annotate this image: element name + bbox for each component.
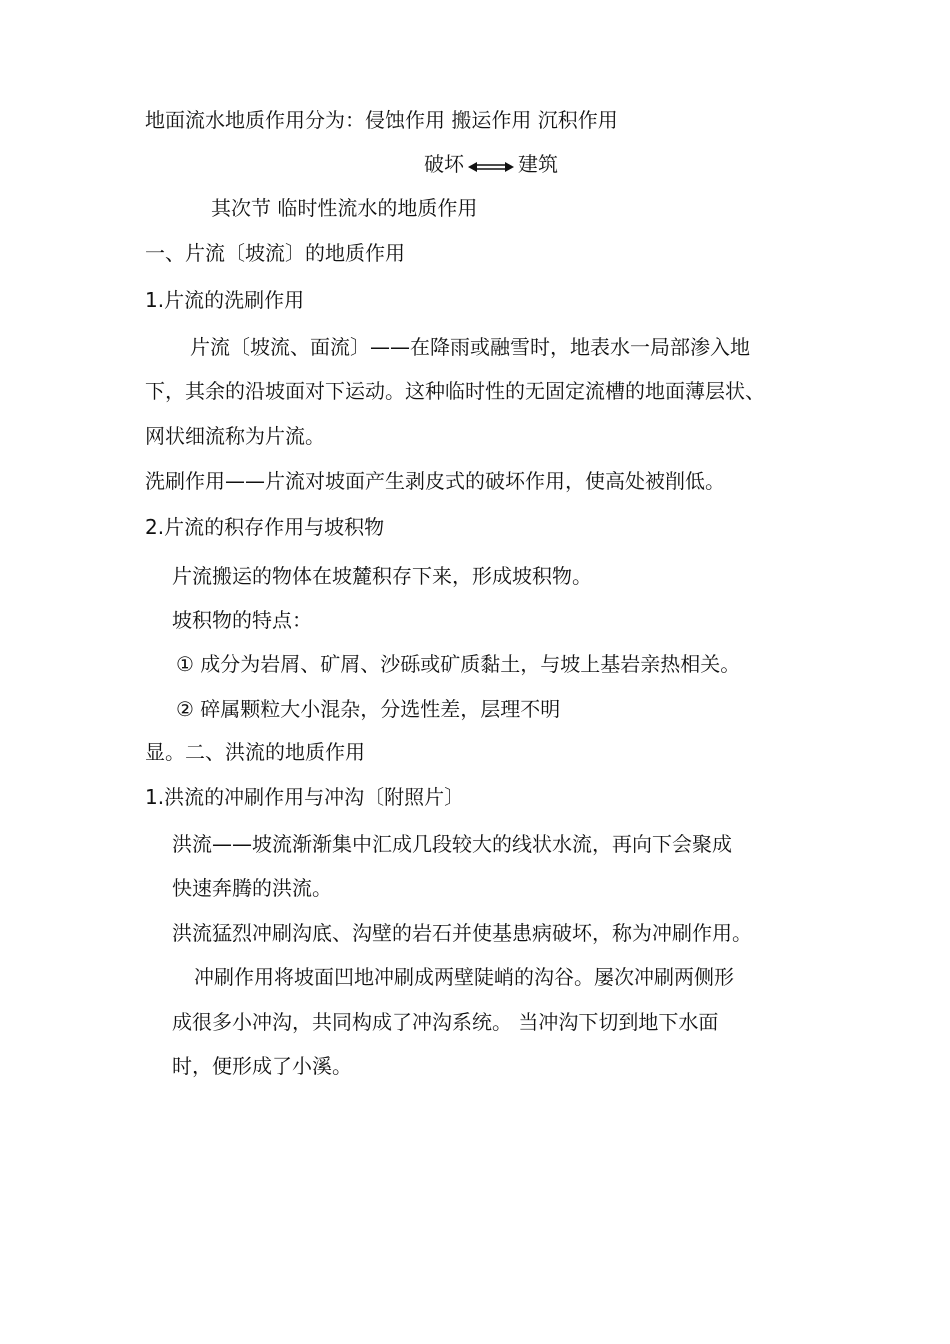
list-item: ① 成分为岩屑、矿屑、沙砾或矿质黏土，与坡上基岩亲热相关。 [176, 652, 741, 676]
section-title: 其次节 临时性流水的地质作用 [211, 196, 478, 220]
list-item: ② 碎属颗粒大小混杂，分选性差，层理不明 [176, 697, 561, 721]
paragraph-line: 片流搬运的物体在坡麓积存下来，形成坡积物。 [172, 564, 592, 588]
paragraph-line: 洪流猛烈冲刷沟底、沟壁的岩石并使基患病破坏，称为冲刷作用。 [172, 921, 752, 945]
arrow-line [424, 151, 558, 179]
paragraph-line: 时，便形成了小溪。 [172, 1054, 352, 1078]
paragraph-line: 洪流——坡流渐渐集中汇成几段较大的线状水流，再向下会聚成 [172, 832, 732, 856]
subheading-scouring: 1.洪流的冲刷作用与冲沟〔附照片〕 [145, 785, 465, 809]
subheading-deposition: 2.片流的积存作用与坡积物 [145, 515, 385, 539]
subheading-washing: 1.片流的洗刷作用 [145, 288, 305, 312]
double-arrow-icon [468, 153, 514, 179]
paragraph-line: 成很多小冲沟，共同构成了冲沟系统。 当冲沟下切到地下水面 [172, 1010, 719, 1034]
heading-sheet-flow: 一、片流〔坡流〕的地质作用 [145, 241, 405, 265]
construction-label: 建筑 [518, 152, 558, 176]
paragraph-line: 洗刷作用——片流对坡面产生剥皮式的破坏作用，使高处被削低。 [145, 469, 725, 493]
destruction-label: 破坏 [424, 152, 464, 176]
heading-flood-flow: 显。二、洪流的地质作用 [145, 740, 365, 764]
paragraph-line: 冲刷作用将坡面凹地冲刷成两壁陡峭的沟谷。屡次冲刷两侧形 [194, 965, 734, 989]
paragraph-line: 下，其余的沿坡面对下运动。这种临时性的无固定流槽的地面薄层状、 [145, 379, 765, 403]
intro-line: 地面流水地质作用分为：侵蚀作用 搬运作用 沉积作用 [145, 108, 618, 132]
paragraph-line: 快速奔腾的洪流。 [172, 876, 332, 900]
paragraph-line: 网状细流称为片流。 [145, 424, 325, 448]
paragraph-line: 坡积物的特点： [172, 608, 312, 632]
paragraph-line: 片流〔坡流、面流〕——在降雨或融雪时，地表水一局部渗入地 [190, 335, 750, 359]
